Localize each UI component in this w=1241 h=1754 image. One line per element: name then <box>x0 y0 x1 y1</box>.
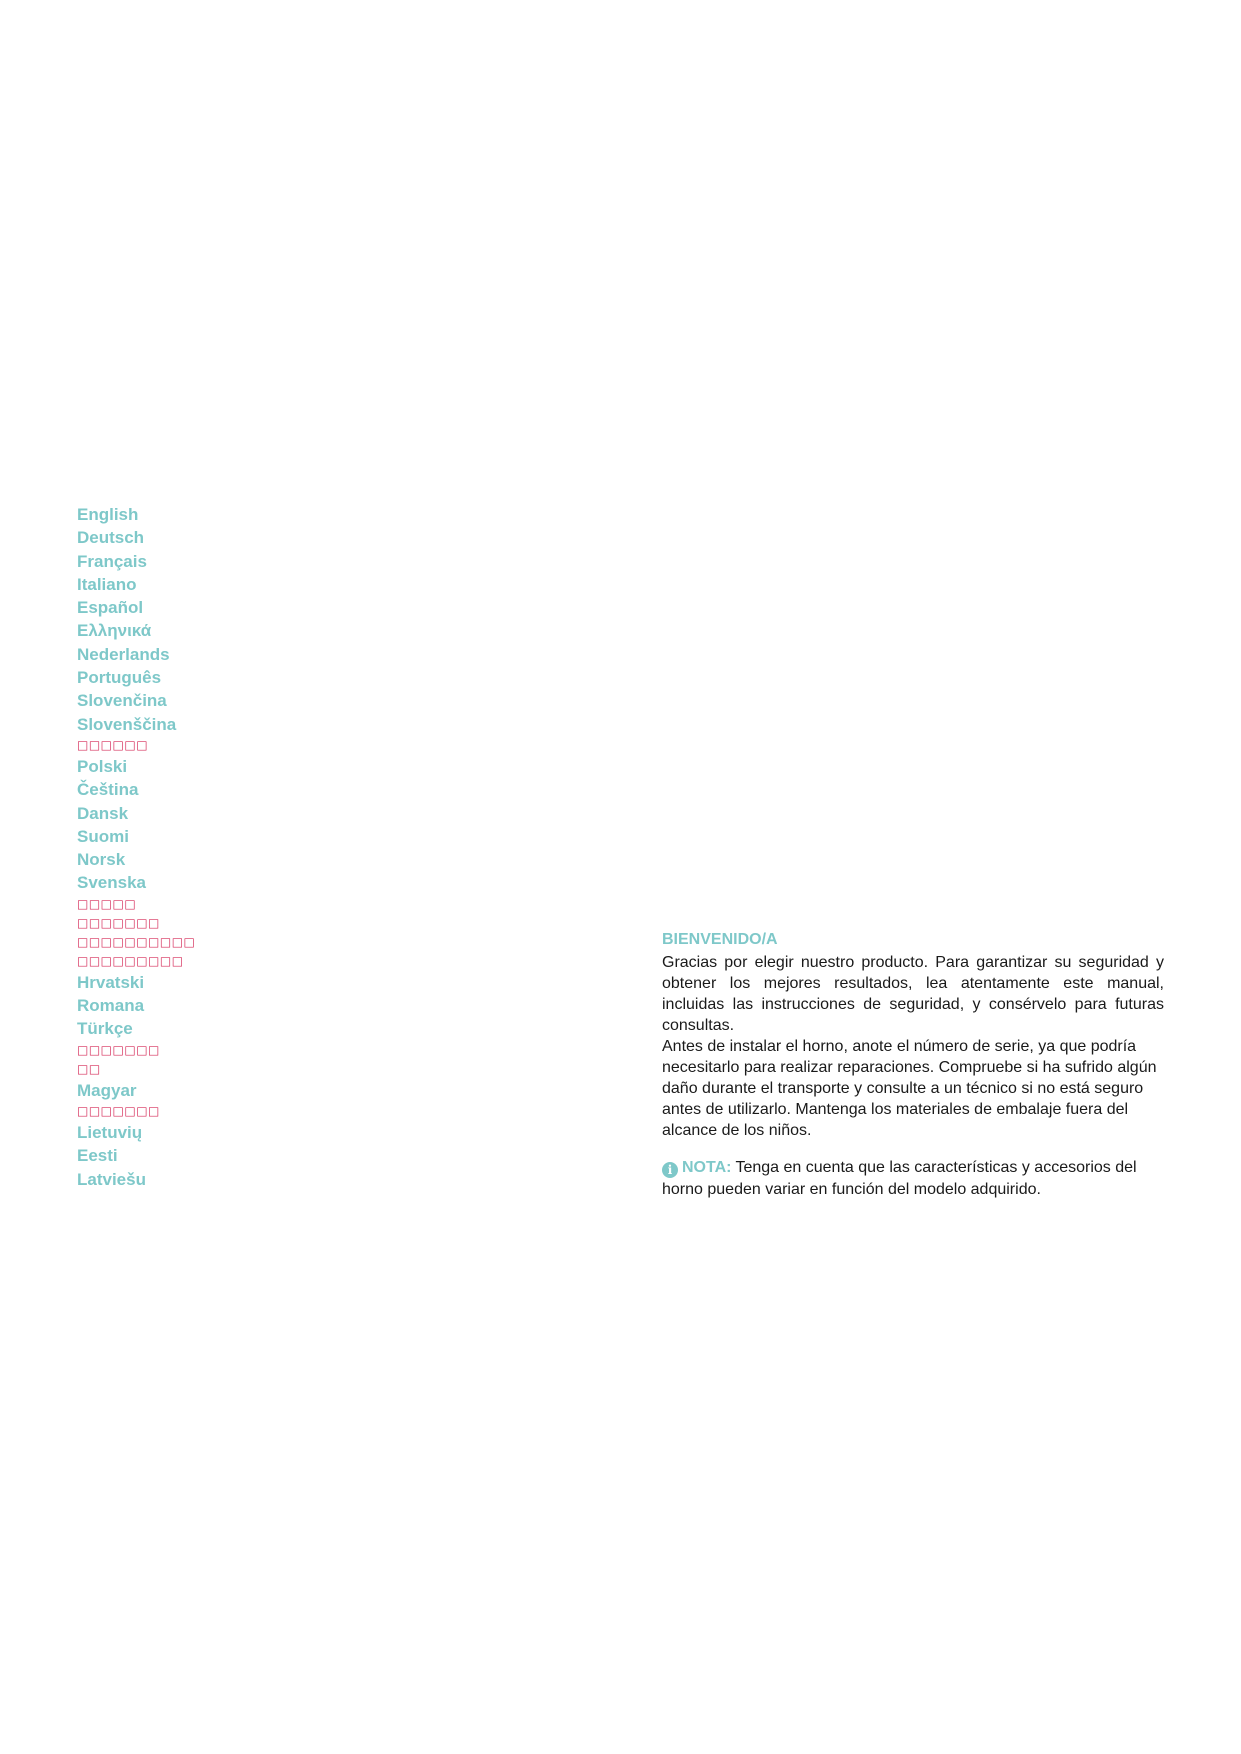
welcome-section <box>662 929 1164 1201</box>
language-item[interactable]: □□□□□□□□□□ <box>77 934 196 949</box>
language-item[interactable]: Suomi <box>77 826 129 846</box>
language-item[interactable]: Nederlands <box>77 644 170 664</box>
note-box <box>662 1157 1164 1201</box>
language-item[interactable]: Deutsch <box>77 528 145 548</box>
language-item[interactable]: Eesti <box>77 1146 118 1166</box>
language-item[interactable]: Hrvatski <box>77 972 145 992</box>
language-item[interactable]: □□□□□□□ <box>77 1042 160 1057</box>
language-item[interactable]: Čeština <box>77 780 139 800</box>
welcome-title: BIENVENIDO/A <box>662 931 778 948</box>
language-item[interactable]: Svenska <box>77 873 146 893</box>
language-item[interactable]: Norsk <box>77 850 126 870</box>
language-item[interactable]: English <box>77 505 139 524</box>
language-item[interactable]: □□ <box>77 1061 101 1076</box>
language-item[interactable]: Dansk <box>77 803 129 823</box>
welcome-paragraph-1: Gracias por elegir nuestro producto. Para garantizar su seguridad y obtener los mejores resultados, lea atentamente este manual, incluidas las instrucciones de seguridad, y consérvelo para futuras consultas. <box>662 954 1164 1034</box>
language-list <box>77 503 195 1191</box>
language-item[interactable]: □□□□□□ <box>77 737 149 752</box>
note-text: Tenga en cuenta que las características y accesorios del horno pueden variar en función del modelo adquirido. <box>662 1159 1137 1198</box>
language-item[interactable]: Ελληνικά <box>77 621 152 641</box>
language-item[interactable]: Slovenščina <box>77 714 177 734</box>
language-item[interactable]: Português <box>77 668 162 688</box>
language-item[interactable]: □□□□□□□□□ <box>77 953 184 968</box>
welcome-paragraph-2: Antes de instalar el horno, anote el número de serie, ya que podría necesitarlo para realizar reparaciones. Compruebe si ha sufrido algún daño durante el transporte y consulte a un técnico si no está seguro antes de utilizarlo. Mantenga los materiales de embalaje fuera del alcance de los niños. <box>662 1038 1157 1139</box>
language-item[interactable]: Magyar <box>77 1080 137 1100</box>
language-item[interactable]: Latviešu <box>77 1169 146 1189</box>
language-item[interactable]: Italiano <box>77 574 137 594</box>
page-edge <box>1164 900 1241 1140</box>
language-item[interactable]: Romana <box>77 996 145 1016</box>
info-icon: i <box>662 1162 678 1178</box>
language-item[interactable]: Español <box>77 598 144 618</box>
language-item[interactable]: □□□□□□□ <box>77 915 160 930</box>
language-item[interactable]: Polski <box>77 756 128 776</box>
language-item[interactable]: □□□□□ <box>77 896 137 911</box>
language-item[interactable]: Lietuvių <box>77 1122 143 1142</box>
language-item[interactable]: Français <box>77 551 147 571</box>
language-item[interactable]: Slovenčina <box>77 691 167 711</box>
language-item[interactable]: Türkçe <box>77 1019 133 1039</box>
note-label: NOTA: <box>682 1159 732 1176</box>
language-item[interactable]: □□□□□□□ <box>77 1103 160 1118</box>
